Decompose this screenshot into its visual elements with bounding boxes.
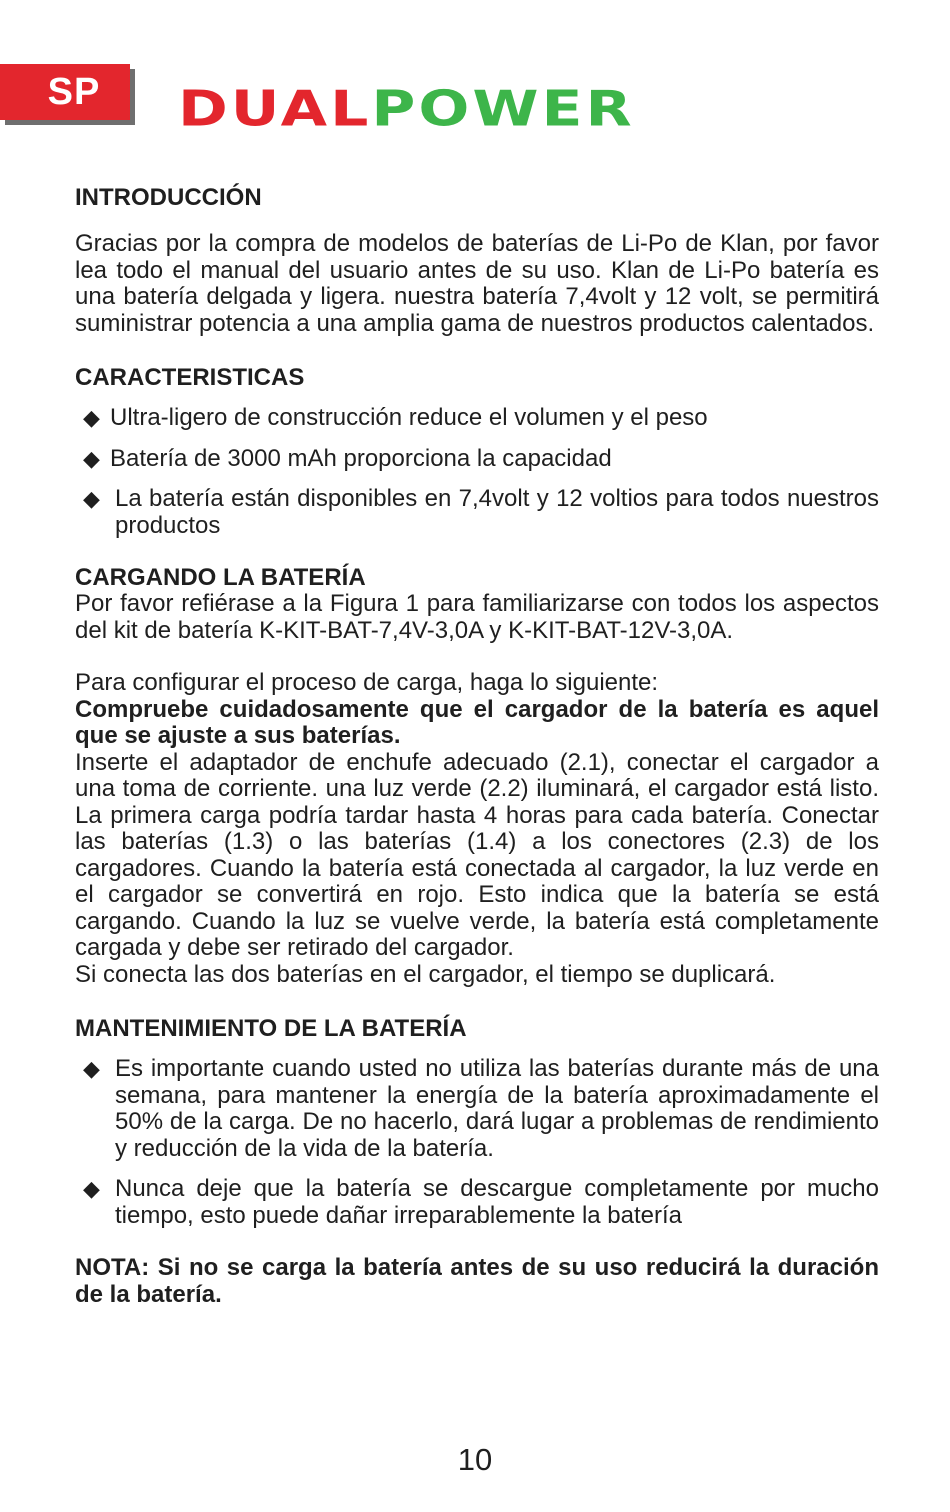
feature-text: Ultra-ligero de construcción reduce el volumen y el peso [110,404,708,431]
language-tab: SP [0,64,130,120]
charging-heading: CARGANDO LA BATERÍA [75,564,366,591]
maintenance-list [75,1056,879,1229]
list-item [75,405,879,432]
feature-text: Batería de 3000 mAh proporciona la capacidad [110,444,612,472]
logo-dual-text: DUAL [178,80,372,138]
features-list [75,405,879,539]
charging-text-2: Para configurar el proceso de carga, haga lo siguiente: [75,669,659,696]
logo-power-text: POWER [371,80,635,138]
note-text: NOTA: Si no se carga la batería antes de su uso reducirá la duración de la batería. [75,1254,879,1308]
maintenance-heading: MANTENIMIENTO DE LA BATERÍA [75,1015,467,1042]
diamond-bullet-icon: ◆ [83,1176,100,1201]
intro-heading: INTRODUCCIÓN [75,184,262,211]
charging-text-1: Por favor refiérase a la Figura 1 para familiarizarse con todos los aspectos del kit de batería K-KIT-BAT-7,4V-3,0A y K-KIT-BAT-12V-3,0A. [75,590,879,644]
diamond-bullet-icon: ◆ [83,405,100,430]
manual-content [75,183,879,1308]
maintenance-text: Nunca deje que la batería se descargue completamente por mucho tiempo, esto puede dañar irreparablemente la batería [115,1175,879,1229]
page-number: 10 [457,1442,493,1477]
charging-warning: Compruebe cuidadosamente que el cargador de la batería es aquel que se ajuste a sus baterías. [75,695,879,749]
maintenance-text: Es importante cuando usted no utiliza las baterías durante más de una semana, para mantener la energía de la batería aproximadamente el 50% de la carga. De no hacerlo, dará lugar a problemas de rendimiento y reducción de la vida de la batería. [115,1055,879,1162]
list-item [75,446,879,473]
charging-text-3: Inserte el adaptador de enchufe adecuado (2.1), conectar el cargador a una toma de corriente. una luz verde (2.2) iluminará, el cargador está listo. La primera carga podría tardar hasta 4 horas para cada batería. Conectar las baterías (1.3) o las baterías (1.4) a los conectores (2.3) de los cargadores. Cuando la batería está conectada al cargador, la luz verde en el cargador se convertirá en rojo. Esto indica que la batería se está cargando. Cuando la luz se vuelve verde, la batería está completamente cargada y debe ser retirado del cargador. [75,748,879,961]
list-item [75,1176,879,1229]
list-item [75,1056,879,1162]
dualpower-logo [178,80,635,138]
diamond-bullet-icon: ◆ [83,1056,100,1081]
list-item [75,486,879,539]
diamond-bullet-icon: ◆ [83,486,100,511]
features-heading: CARACTERISTICAS [75,364,305,391]
charging-text-4: Si conecta las dos baterías en el cargador, el tiempo se duplicará. [75,960,776,988]
feature-text: La batería están disponibles en 7,4volt y 12 voltios para todos nuestros productos [115,485,879,539]
intro-text: Gracias por la compra de modelos de baterías de Li-Po de Klan, por favor lea todo el manual del usuario antes de su uso. Klan de Li-Po batería es una batería delgada y ligera. nuestra batería 7,4volt y 12 volt, se permitirá suministrar potencia a una amplia gama de nuestros productos calentados. [75,230,879,337]
diamond-bullet-icon: ◆ [83,445,100,471]
